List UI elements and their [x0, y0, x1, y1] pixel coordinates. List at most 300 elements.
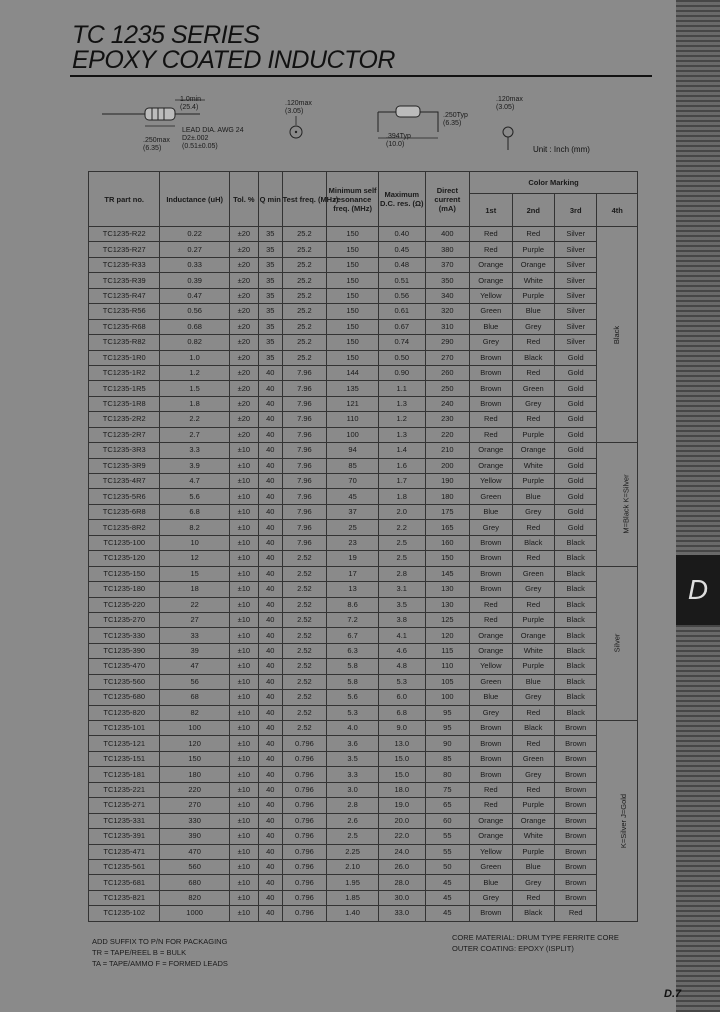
- cell-color-3rd: Brown: [555, 721, 597, 736]
- cell-q-min: 40: [258, 365, 282, 380]
- cell-q-min: 40: [258, 690, 282, 705]
- cell-srf: 150: [327, 335, 379, 350]
- cell-tolerance: ±10: [229, 767, 258, 782]
- cell-srf: 5.8: [327, 674, 379, 689]
- cell-test-freq: 7.96: [282, 504, 327, 519]
- cell-color-2nd: Orange: [512, 257, 554, 272]
- cell-srf: 6.3: [327, 643, 379, 658]
- cell-current: 45: [425, 890, 470, 905]
- cell-test-freq: 25.2: [282, 350, 327, 365]
- cell-inductance: 1.8: [160, 396, 229, 411]
- cell-srf: 13: [327, 582, 379, 597]
- cell-test-freq: 0.796: [282, 782, 327, 797]
- cell-part-no: TC1235-391: [89, 829, 160, 844]
- table-row: [89, 782, 638, 797]
- cell-dcr: 2.5: [378, 535, 425, 550]
- cell-color-2nd: Grey: [512, 767, 554, 782]
- color-4th-group: [597, 721, 638, 922]
- cell-current: 75: [425, 782, 470, 797]
- cell-color-2nd: Purple: [512, 474, 554, 489]
- cell-srf: 4.0: [327, 721, 379, 736]
- cell-tolerance: ±10: [229, 705, 258, 720]
- cell-color-1st: Grey: [470, 890, 512, 905]
- cell-inductance: 22: [160, 597, 229, 612]
- cell-current: 90: [425, 736, 470, 751]
- cell-color-1st: Red: [470, 597, 512, 612]
- cell-srf: 150: [327, 242, 379, 257]
- cell-srf: 150: [327, 319, 379, 334]
- cell-q-min: 40: [258, 906, 282, 921]
- cell-test-freq: 2.52: [282, 628, 327, 643]
- cell-current: 45: [425, 906, 470, 921]
- cell-tolerance: ±20: [229, 257, 258, 272]
- cell-tolerance: ±10: [229, 458, 258, 473]
- table-row: [89, 859, 638, 874]
- cell-dcr: 3.1: [378, 582, 425, 597]
- cell-color-1st: Yellow: [470, 474, 512, 489]
- cell-color-2nd: Grey: [512, 690, 554, 705]
- section-tab: D: [676, 555, 720, 625]
- cell-inductance: 0.22: [160, 227, 229, 242]
- cell-test-freq: 2.52: [282, 643, 327, 658]
- cell-color-1st: Brown: [470, 396, 512, 411]
- cell-q-min: 40: [258, 458, 282, 473]
- cell-tolerance: ±10: [229, 582, 258, 597]
- cell-current: 380: [425, 242, 470, 257]
- cell-q-min: 40: [258, 520, 282, 535]
- table-row: [89, 227, 638, 242]
- cell-part-no: TC1235-102: [89, 906, 160, 921]
- cell-tolerance: ±10: [229, 643, 258, 658]
- header-tol: Tol. %: [229, 172, 258, 227]
- cell-test-freq: 7.96: [282, 474, 327, 489]
- cell-color-2nd: Red: [512, 365, 554, 380]
- cell-srf: 2.6: [327, 813, 379, 828]
- cell-inductance: 100: [160, 721, 229, 736]
- cell-tolerance: ±10: [229, 859, 258, 874]
- table-row: [89, 890, 638, 905]
- cell-dcr: 6.8: [378, 705, 425, 720]
- cell-color-1st: Orange: [470, 257, 512, 272]
- cell-current: 85: [425, 751, 470, 766]
- cell-color-1st: Brown: [470, 566, 512, 581]
- table-row: [89, 242, 638, 257]
- cell-test-freq: 2.52: [282, 659, 327, 674]
- cell-color-3rd: Black: [555, 705, 597, 720]
- cell-color-2nd: Red: [512, 335, 554, 350]
- cell-dcr: 1.3: [378, 427, 425, 442]
- cell-part-no: TC1235-680: [89, 690, 160, 705]
- cell-test-freq: 0.796: [282, 798, 327, 813]
- cell-tolerance: ±10: [229, 813, 258, 828]
- table-row: [89, 288, 638, 303]
- cell-color-3rd: Black: [555, 628, 597, 643]
- cell-inductance: 0.56: [160, 304, 229, 319]
- cell-color-2nd: Blue: [512, 304, 554, 319]
- cell-color-1st: Red: [470, 798, 512, 813]
- end-dia-mm: (3.05): [285, 108, 304, 115]
- cell-srf: 2.10: [327, 859, 379, 874]
- color-4th-group: [597, 227, 638, 443]
- cell-tolerance: ±10: [229, 489, 258, 504]
- cell-color-1st: Green: [470, 304, 512, 319]
- cell-dcr: 2.0: [378, 504, 425, 519]
- cell-color-3rd: Black: [555, 612, 597, 627]
- cell-q-min: 40: [258, 643, 282, 658]
- cell-test-freq: 7.96: [282, 381, 327, 396]
- spec-table: [88, 171, 638, 922]
- cell-q-min: 40: [258, 813, 282, 828]
- cell-q-min: 40: [258, 875, 282, 890]
- lead-dia-in: D2±.002: [182, 135, 209, 142]
- cell-color-3rd: Black: [555, 582, 597, 597]
- table-row: [89, 705, 638, 720]
- cell-color-3rd: Gold: [555, 396, 597, 411]
- cell-inductance: 6.8: [160, 504, 229, 519]
- cell-color-2nd: Purple: [512, 427, 554, 442]
- cell-color-1st: Brown: [470, 535, 512, 550]
- table-row: [89, 751, 638, 766]
- cell-test-freq: 7.96: [282, 489, 327, 504]
- cell-srf: 1.95: [327, 875, 379, 890]
- cell-color-1st: Brown: [470, 736, 512, 751]
- title-line-2: EPOXY COATED INDUCTOR: [72, 46, 395, 74]
- color-4th-group: [597, 443, 638, 567]
- table-row: [89, 335, 638, 350]
- cell-color-2nd: Green: [512, 381, 554, 396]
- header-color-1st: 1st: [470, 194, 512, 227]
- cell-inductance: 150: [160, 751, 229, 766]
- cell-color-3rd: Black: [555, 659, 597, 674]
- cell-test-freq: 25.2: [282, 304, 327, 319]
- cell-q-min: 35: [258, 242, 282, 257]
- cell-color-3rd: Gold: [555, 489, 597, 504]
- cell-inductance: 33: [160, 628, 229, 643]
- cell-part-no: TC1235-470: [89, 659, 160, 674]
- cell-srf: 5.8: [327, 659, 379, 674]
- cell-dcr: 18.0: [378, 782, 425, 797]
- cell-current: 350: [425, 273, 470, 288]
- cell-current: 250: [425, 381, 470, 396]
- cell-color-3rd: Black: [555, 690, 597, 705]
- cell-test-freq: 0.796: [282, 829, 327, 844]
- table-row: [89, 690, 638, 705]
- cell-color-3rd: Silver: [555, 288, 597, 303]
- cell-inductance: 12: [160, 551, 229, 566]
- table-row: [89, 643, 638, 658]
- cell-test-freq: 7.96: [282, 443, 327, 458]
- cell-test-freq: 25.2: [282, 242, 327, 257]
- cell-color-1st: Orange: [470, 643, 512, 658]
- cell-color-1st: Brown: [470, 767, 512, 782]
- table-row: [89, 875, 638, 890]
- cell-color-2nd: Black: [512, 906, 554, 921]
- title-rule: [70, 75, 652, 77]
- cell-dcr: 0.90: [378, 365, 425, 380]
- table-row: [89, 396, 638, 411]
- cell-current: 210: [425, 443, 470, 458]
- cell-inductance: 180: [160, 767, 229, 782]
- cell-q-min: 35: [258, 304, 282, 319]
- cell-part-no: TC1235-1R5: [89, 381, 160, 396]
- cell-dcr: 1.3: [378, 396, 425, 411]
- cell-tolerance: ±10: [229, 829, 258, 844]
- cell-srf: 1.40: [327, 906, 379, 921]
- cell-srf: 5.3: [327, 705, 379, 720]
- cell-color-2nd: Red: [512, 705, 554, 720]
- cell-srf: 8.6: [327, 597, 379, 612]
- cell-q-min: 40: [258, 566, 282, 581]
- packaging-codes-2: TA = TAPE/AMMO F = FORMED LEADS: [92, 959, 228, 968]
- cell-color-2nd: White: [512, 643, 554, 658]
- header-part-no: TR part no.: [89, 172, 160, 227]
- cell-color-2nd: Orange: [512, 443, 554, 458]
- cell-q-min: 40: [258, 612, 282, 627]
- cell-inductance: 15: [160, 566, 229, 581]
- cell-part-no: TC1235-220: [89, 597, 160, 612]
- packaging-codes-1: TR = TAPE/REEL B = BULK: [92, 948, 187, 957]
- cell-q-min: 40: [258, 890, 282, 905]
- table-row: [89, 520, 638, 535]
- cell-part-no: TC1235-561: [89, 859, 160, 874]
- cell-tolerance: ±20: [229, 396, 258, 411]
- cell-color-1st: Orange: [470, 458, 512, 473]
- cell-current: 180: [425, 489, 470, 504]
- table-row: [89, 273, 638, 288]
- cell-current: 95: [425, 721, 470, 736]
- cell-test-freq: 0.796: [282, 859, 327, 874]
- cell-dcr: 0.50: [378, 350, 425, 365]
- cell-part-no: TC1235-270: [89, 612, 160, 627]
- cell-tolerance: ±20: [229, 242, 258, 257]
- cell-dcr: 15.0: [378, 751, 425, 766]
- cell-srf: 135: [327, 381, 379, 396]
- cell-inductance: 0.27: [160, 242, 229, 257]
- cell-srf: 25: [327, 520, 379, 535]
- table-row: [89, 365, 638, 380]
- cell-color-2nd: Grey: [512, 504, 554, 519]
- cell-q-min: 40: [258, 427, 282, 442]
- cell-inductance: 18: [160, 582, 229, 597]
- cell-dcr: 22.0: [378, 829, 425, 844]
- cell-part-no: TC1235-6R8: [89, 504, 160, 519]
- cell-part-no: TC1235-1R2: [89, 365, 160, 380]
- cell-part-no: TC1235-471: [89, 844, 160, 859]
- cell-part-no: TC1235-2R7: [89, 427, 160, 442]
- cell-dcr: 0.40: [378, 227, 425, 242]
- cell-srf: 19: [327, 551, 379, 566]
- cell-current: 95: [425, 705, 470, 720]
- cell-color-2nd: Grey: [512, 875, 554, 890]
- cell-part-no: TC1235-181: [89, 767, 160, 782]
- cell-tolerance: ±20: [229, 412, 258, 427]
- cell-test-freq: 0.796: [282, 767, 327, 782]
- cell-color-3rd: Black: [555, 566, 597, 581]
- cell-inductance: 820: [160, 890, 229, 905]
- header-current: Direct current (mA): [425, 172, 470, 227]
- cell-color-2nd: Purple: [512, 798, 554, 813]
- cell-color-2nd: Black: [512, 350, 554, 365]
- cell-inductance: 0.47: [160, 288, 229, 303]
- cell-color-3rd: Silver: [555, 257, 597, 272]
- cell-color-3rd: Red: [555, 906, 597, 921]
- cell-color-3rd: Silver: [555, 273, 597, 288]
- cell-current: 400: [425, 227, 470, 242]
- cell-color-1st: Brown: [470, 350, 512, 365]
- cell-color-2nd: Purple: [512, 288, 554, 303]
- cell-tolerance: ±10: [229, 890, 258, 905]
- cell-current: 120: [425, 628, 470, 643]
- cell-tolerance: ±20: [229, 427, 258, 442]
- cell-q-min: 40: [258, 798, 282, 813]
- cell-q-min: 40: [258, 736, 282, 751]
- cell-inductance: 0.82: [160, 335, 229, 350]
- table-row: [89, 257, 638, 272]
- cell-q-min: 40: [258, 597, 282, 612]
- cell-color-1st: Blue: [470, 504, 512, 519]
- table-row: [89, 381, 638, 396]
- cell-current: 270: [425, 350, 470, 365]
- cell-tolerance: ±10: [229, 566, 258, 581]
- table-row: [89, 659, 638, 674]
- cell-dcr: 2.8: [378, 566, 425, 581]
- cell-part-no: TC1235-R56: [89, 304, 160, 319]
- cell-color-3rd: Gold: [555, 427, 597, 442]
- cell-color-2nd: Purple: [512, 242, 554, 257]
- cell-test-freq: 2.52: [282, 597, 327, 612]
- cell-current: 165: [425, 520, 470, 535]
- cell-inductance: 120: [160, 736, 229, 751]
- cell-test-freq: 0.796: [282, 906, 327, 921]
- table-row: [89, 350, 638, 365]
- cell-color-2nd: White: [512, 273, 554, 288]
- cell-test-freq: 0.796: [282, 875, 327, 890]
- cell-part-no: TC1235-151: [89, 751, 160, 766]
- cell-test-freq: 2.52: [282, 690, 327, 705]
- cell-srf: 2.8: [327, 798, 379, 813]
- cell-test-freq: 0.796: [282, 736, 327, 751]
- cell-color-3rd: Gold: [555, 504, 597, 519]
- cell-current: 200: [425, 458, 470, 473]
- cell-color-1st: Brown: [470, 721, 512, 736]
- cell-color-2nd: Purple: [512, 612, 554, 627]
- cell-current: 50: [425, 859, 470, 874]
- cell-test-freq: 7.96: [282, 458, 327, 473]
- table-row: [89, 412, 638, 427]
- cell-srf: 7.2: [327, 612, 379, 627]
- cell-srf: 150: [327, 304, 379, 319]
- cell-color-3rd: Brown: [555, 767, 597, 782]
- cell-part-no: TC1235-180: [89, 582, 160, 597]
- header-q: Q min: [258, 172, 282, 227]
- cell-color-2nd: Red: [512, 890, 554, 905]
- cell-tolerance: ±10: [229, 875, 258, 890]
- cell-q-min: 40: [258, 412, 282, 427]
- cell-color-1st: Green: [470, 859, 512, 874]
- cell-current: 230: [425, 412, 470, 427]
- cell-current: 100: [425, 690, 470, 705]
- cell-q-min: 40: [258, 751, 282, 766]
- cell-inductance: 220: [160, 782, 229, 797]
- cell-color-3rd: Brown: [555, 736, 597, 751]
- cell-color-1st: Red: [470, 427, 512, 442]
- cell-tolerance: ±20: [229, 365, 258, 380]
- cell-dcr: 20.0: [378, 813, 425, 828]
- cell-part-no: TC1235-331: [89, 813, 160, 828]
- cell-test-freq: 25.2: [282, 319, 327, 334]
- table-row: [89, 674, 638, 689]
- cell-dcr: 15.0: [378, 767, 425, 782]
- cell-test-freq: 2.52: [282, 674, 327, 689]
- cell-test-freq: 7.96: [282, 427, 327, 442]
- cell-srf: 150: [327, 273, 379, 288]
- cell-inductance: 470: [160, 844, 229, 859]
- cell-test-freq: 0.796: [282, 813, 327, 828]
- cell-tolerance: ±20: [229, 227, 258, 242]
- cell-inductance: 8.2: [160, 520, 229, 535]
- color-4th-group-label: Black: [612, 325, 622, 344]
- header-color-4th: 4th: [597, 194, 638, 227]
- cell-dcr: 2.5: [378, 551, 425, 566]
- cell-color-2nd: Red: [512, 227, 554, 242]
- cell-dcr: 0.61: [378, 304, 425, 319]
- cell-test-freq: 0.796: [282, 751, 327, 766]
- cell-part-no: TC1235-820: [89, 705, 160, 720]
- cell-color-3rd: Black: [555, 597, 597, 612]
- cell-test-freq: 25.2: [282, 227, 327, 242]
- cell-part-no: TC1235-271: [89, 798, 160, 813]
- cell-srf: 85: [327, 458, 379, 473]
- cell-color-3rd: Silver: [555, 304, 597, 319]
- cell-part-no: TC1235-4R7: [89, 474, 160, 489]
- packaging-note: ADD SUFFIX TO P/N FOR PACKAGING: [92, 937, 228, 946]
- cell-test-freq: 2.52: [282, 582, 327, 597]
- cell-test-freq: 2.52: [282, 721, 327, 736]
- cell-dcr: 3.5: [378, 597, 425, 612]
- cell-current: 105: [425, 674, 470, 689]
- cell-test-freq: 0.796: [282, 890, 327, 905]
- table-row: [89, 798, 638, 813]
- end-dia-dim: .120max: [285, 100, 312, 107]
- cell-tolerance: ±20: [229, 381, 258, 396]
- cell-current: 80: [425, 767, 470, 782]
- cell-srf: 37: [327, 504, 379, 519]
- cell-color-3rd: Silver: [555, 242, 597, 257]
- cell-color-2nd: Blue: [512, 859, 554, 874]
- cell-color-1st: Red: [470, 412, 512, 427]
- header-inductance: Inductance (uH): [160, 172, 229, 227]
- cell-srf: 6.7: [327, 628, 379, 643]
- cell-color-1st: Blue: [470, 690, 512, 705]
- cell-dcr: 1.1: [378, 381, 425, 396]
- cell-current: 145: [425, 566, 470, 581]
- cell-color-3rd: Black: [555, 674, 597, 689]
- cell-color-1st: Green: [470, 674, 512, 689]
- cell-q-min: 40: [258, 844, 282, 859]
- cell-tolerance: ±10: [229, 659, 258, 674]
- cell-color-1st: Yellow: [470, 659, 512, 674]
- table-row: [89, 721, 638, 736]
- cell-q-min: 40: [258, 659, 282, 674]
- cell-current: 370: [425, 257, 470, 272]
- cell-color-3rd: Brown: [555, 859, 597, 874]
- cell-part-no: TC1235-R22: [89, 227, 160, 242]
- color-4th-group: [597, 566, 638, 720]
- cell-dcr: 0.48: [378, 257, 425, 272]
- cell-part-no: TC1235-100: [89, 535, 160, 550]
- cell-dcr: 0.74: [378, 335, 425, 350]
- cell-color-3rd: Brown: [555, 875, 597, 890]
